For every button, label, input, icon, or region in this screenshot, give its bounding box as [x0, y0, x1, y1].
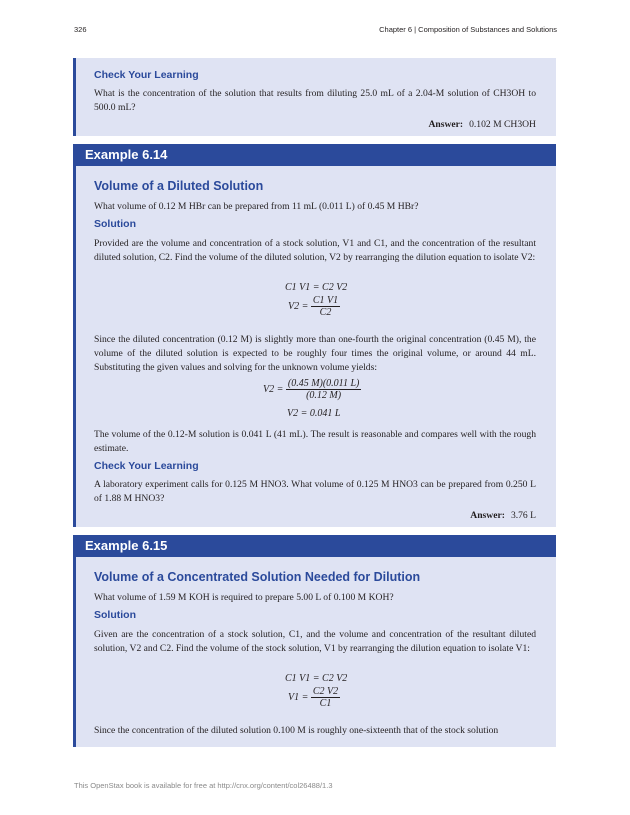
dilution-equation: C1 V1 = C2 V2 — [285, 282, 348, 293]
example-6-14-answer — [470, 510, 536, 521]
eq-fraction: $\frac{C1 V1}{C2}$ — [312, 295, 339, 318]
v2-result-equation: V2 = 0.041 L — [287, 408, 341, 419]
example-6-14-check-question: A laboratory experiment calls for 0.125 M HNO3. What volume of 0.125 M HNO3 can be prepared from 0.250 L of 1.88 M HNO3? — [94, 479, 536, 504]
v2-rearranged-equation — [288, 295, 340, 318]
example-6-15-bar: Example 6.15 — [73, 535, 556, 557]
dilution-equation-2: C1 V1 = C2 V2 — [285, 673, 348, 684]
eq-fraction: $\frac{C2 V2}{C1}$ — [312, 686, 339, 709]
example-6-14-para-2: Since the diluted concentration (0.12 M) is slightly more than one-fourth the original concentration (0.45 M), the volume of the diluted solution is expected to be roughly four times the original volume, or around 44 mL. Substituting the given values and solving for the unknown volume yields: — [94, 334, 536, 373]
check-learning-answer-1 — [428, 119, 536, 130]
example-6-14-title: Volume of a Diluted Solution — [94, 179, 264, 193]
eq-lhs: V2 = — [288, 300, 309, 312]
footer-note: This OpenStax book is available for free at http://cnx.org/content/col26488/1.3 — [74, 781, 333, 790]
v1-rearranged-equation — [288, 686, 340, 709]
answer-label: Answer: — [428, 119, 464, 130]
example-6-15-question: What volume of 1.59 M KOH is required to prepare 5.00 L of 0.100 M KOH? — [94, 592, 394, 603]
example-6-14-solution-heading: Solution — [94, 218, 136, 230]
chapter-header: Chapter 6 | Composition of Substances and Solutions — [379, 25, 557, 34]
v2-substitution-equation — [263, 378, 361, 401]
answer-value: 3.76 L — [510, 510, 536, 521]
example-6-15-para-1: Given are the concentration of a stock solution, C1, and the volume and concentration of the resultant diluted solution, V2 and C2. Find the volume of the stock solution, V1 by rearranging the dilution equation to isolate V1: — [94, 629, 536, 654]
check-learning-heading-1: Check Your Learning — [94, 69, 199, 81]
example-6-15-title: Volume of a Concentrated Solution Needed for Dilution — [94, 570, 421, 584]
example-6-14-check-heading: Check Your Learning — [94, 460, 199, 472]
answer-value: 0.102 M CH3OH — [469, 119, 536, 130]
eq-lhs: V1 = — [288, 691, 309, 703]
eq-fraction: $\frac{(0.45 M)(0.011 L)}{(0.12 M)}$ — [287, 378, 360, 401]
example-6-15-solution-heading: Solution — [94, 609, 136, 621]
example-6-14-para-1: Provided are the volume and concentration of a stock solution, V1 and C1, and the concentration of the resultant diluted solution, C2. Find the volume of the diluted solution, V2 by rearranging the dilution equation to isolate V2: — [94, 238, 536, 263]
check-learning-question-1: What is the concentration of the solution that results from diluting 25.0 mL of a 2.04-M solution of CH3OH to 500.0 mL? — [94, 88, 536, 113]
eq-lhs: V2 = — [263, 383, 284, 395]
answer-label: Answer: — [470, 510, 505, 521]
example-6-14-question: What volume of 0.12 M HBr can be prepared from 11 mL (0.011 L) of 0.45 M HBr? — [94, 201, 419, 212]
example-6-14-bar: Example 6.14 — [73, 144, 556, 166]
example-6-15-para-2: Since the concentration of the diluted solution 0.100 M is roughly one-sixteenth that of the stock solution — [94, 725, 499, 736]
page-number: 326 — [74, 25, 87, 34]
example-6-14-para-3: The volume of the 0.12-M solution is 0.041 L (41 mL). The result is reasonable and compares well with the rough estimate. — [94, 429, 536, 454]
